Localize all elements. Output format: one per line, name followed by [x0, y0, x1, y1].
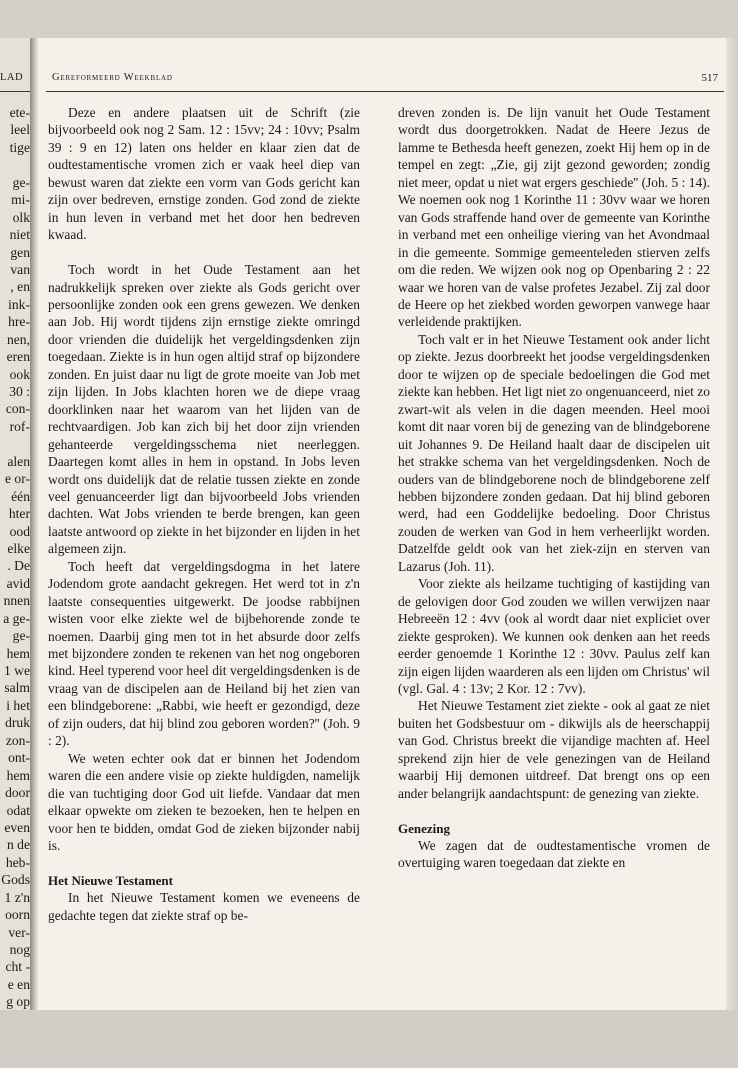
magazine-page [38, 38, 730, 1013]
left-page-fragment-line: leel [10, 122, 30, 138]
left-page-fragment-line: mi- [11, 192, 30, 208]
left-page-header-rule [0, 91, 31, 92]
left-page-fragment-line: één [11, 488, 30, 504]
left-page-fragment-line: ook [9, 366, 30, 382]
paragraph: We weten echter ook dat er binnen het Jodendom waren die een andere visie op ziekte huldigden, namelijk die van tuchtiging door God uit liefde. Vandaar dat men elkaar opwekte om zieken te bezoeken, hen te helpen en voor hen te bidden, omdat God de zieken bijzonder nabij is. [48, 750, 360, 854]
left-page-fragment-line: ver- [8, 924, 30, 940]
paragraph: Voor ziekte als heilzame tuchtiging of kastijding van de gelovigen door God zouden we willen verwijzen naar Hebreeën 12 : 4vv (ook al wordt daar niet expliciet over ziekte gesproken). We kunnen ook denken aan het reeds eerder genoemde 1 Korinthe 12 : 30vv. Paulus zelf kan zijn eigen lijden waarderen als een lijden om Christus' wil (vgl. Gal. 4 : 13v; 2 Kor. 12 : 7vv). [398, 576, 710, 696]
left-page-fragment-line: tige [9, 139, 30, 155]
scan-background-top [0, 0, 738, 40]
left-page-fragment-line: Gods [1, 872, 30, 888]
left-page-fragment-line [0, 435, 31, 452]
left-page-fragment-line: hem [6, 645, 30, 661]
paragraph-spacer [398, 802, 710, 819]
left-page-fragment-line: nog [9, 942, 30, 957]
paragraph: Deze en andere plaatsen uit de Schrift (zie bijvoorbeeld ook nog 2 Sam. 12 : 15vv; 24 : 10vv; Psalm 39 : 9 en 12) laten ons helder en klaar zien dat de oudtestamentische vromen zich er vaak heel diep van bewust waren dat ziekte een vorm van Gods gericht kan zijn over bedreven, ernstige zonden. God zond de ziekte in hun leven in verband met het door hen bedreven kwaad. [48, 105, 360, 243]
left-page-fragment-line: even [4, 819, 30, 835]
left-page-fragment-line: ete- [9, 105, 30, 120]
left-page-fragment-line: druk [5, 715, 30, 731]
left-page-text-fragments [0, 104, 31, 1028]
left-page-fragment-line: heb- [5, 854, 30, 870]
section-heading: Het Nieuwe Testament [48, 872, 173, 888]
left-page-fragment-line: avid [6, 575, 30, 591]
paragraph: We zagen dat de oudtestamentische vromen de overtuiging waren toegedaan dat ziekte en [398, 838, 710, 871]
paragraph-spacer [48, 244, 360, 261]
left-page-fragment-line: ge- [12, 628, 30, 644]
paragraph: dreven zonden is. De lijn vanuit het Oude Testament wordt dus doorgetrokken. Nadat de Heere Jezus de lamme te Bethesda heeft genezen, zoekt Hij hem op in de tempel en zegt: „Zie, gij zijt gezond geworden; zondig niet meer, opdat u niet wat ergers geschiede'' (Joh. 5 : 14). We noemen ook nog 1 Korinthe 11 : 30vv waar we horen van Gods straffende hand over de gemeente van Korinthe in verband met een onheilige viering van het Avondmaal in die gemeente. Sommige gemeenteleden stierven zelfs om die reden. We wijzen ook nog op Openbaring 2 : 22 waar we horen van de valse profetes Jezabel. Zij zal door de Heere op het ziekbed worden geworpen vanwege haar verleidende praktijken. [398, 105, 710, 330]
right-text-column [398, 104, 710, 872]
paragraph: Het Nieuwe Testament ziet ziekte - ook al gaat ze niet buiten het Godsbestuur om - dikwijls als de heerschappij van God. Christus breekt die vijandige machten af. Heel sprekend zijn hier de vele genezingen van de Heiland waarbij Hij demonen uitdreef. Dat brengt ons op een ander belangrijk aandachtspunt: de genezing van ziekte. [398, 698, 710, 801]
left-page-fragment-line: e en [7, 976, 30, 992]
left-page-fragment-line [0, 156, 31, 173]
header-rule [46, 91, 724, 92]
left-page-fragment-line: 1 z'n [4, 889, 30, 905]
left-page-fragment-line: con- [5, 401, 30, 417]
left-page-fragment-line: ge- [12, 174, 30, 190]
left-page-fragment-line: ood [9, 523, 30, 539]
left-page-fragment-line: hem [6, 767, 30, 783]
left-page-fragment-line: salm [4, 680, 30, 696]
left-page-fragment-line: nnen [3, 593, 30, 609]
left-page-fragment-line: a ge- [3, 610, 30, 626]
paragraph: Toch valt er in het Nieuwe Testament ook ander licht op ziekte. Jezus doorbreekt het joodse vergeldingsdenken door te wijzen op de speciale bedoelingen die God met ziekte kan hebben. Het ligt niet zo ongenuanceerd, niet zo zwart-wit als velen in die dagen meenden. Heel mooi komt dit naar voren bij de genezing van de blindgeborene uit Johannes 9. De Heiland haalt daar de discipelen uit het strakke schema van het vergeldingsdenken. Noch de ouders van de blindgeborene noch de blindgeborene zelf hebben bijzondere zonden gedaan. Dat hij blind geboren werd, had een Goddelijke bedoeling. Door Christus zouden de werken van God in hem verheerlijkt worden. Datzelfde geldt ook van het ziek-zijn en sterven van Lazarus (Joh. 11). [398, 331, 710, 574]
left-page-fragment-line: g op [6, 994, 30, 1010]
left-page-fragment-line: n de [6, 837, 30, 853]
left-page-fragment-line: niet [9, 227, 30, 243]
left-page-fragment-line: e or- [4, 471, 30, 487]
left-page-fragment-line: ont- [8, 750, 30, 766]
paragraph: Toch heeft dat vergeldingsdogma in het latere Jodendom grote aandacht gekregen. Het werd tot in z'n laatste consequenties uitgewerkt. De joodse rabbijnen wisten voor elke ziekte wel de bijbehorende zonde te noemen. Daarbij ging men tot in het absurde door zelfs met bijzondere zonden te rekenen van het nog ongeboren kind. Heel typerend voor heel dit vergeldingsdenken is de vraag van de discipelen aan de Heiland bij het zien van een blindgeborene: „Rabbi, wie heeft er gezondigd, deze of zijn ouders, dat hij blind zou geboren worden?'' (Joh. 9 : 2). [48, 558, 360, 749]
running-header-title: Gereformeerd Weekblad [52, 72, 173, 83]
left-page-fragment-line: cht - [5, 959, 30, 975]
left-page-fragment-line: rof- [9, 418, 30, 434]
left-page-fragment-line: odat [6, 802, 30, 818]
left-page-fragment-line: 1 we [3, 663, 30, 678]
scan-background-bottom [0, 1010, 738, 1068]
paragraph-spacer [48, 854, 360, 871]
left-page-fragment-line: i het [6, 697, 30, 713]
left-page-fragment-line: van [10, 261, 30, 277]
page-number: 517 [701, 72, 718, 84]
paragraph: Toch wordt in het Oude Testament aan het nadrukkelijk spreken over ziekte als Gods gericht over persoonlijke zonden ook een grens gewezen. We denken aan Job. Hij wordt tijdens zijn ernstige ziekte omringd door vrienden die duidelijk het vergeldingsdenken zijn toegedaan. Ziekte is in hun ogen altijd straf op bijzondere zonden. En juist daar nu ligt de grote moeite van Job met zijn lijden. In Jobs klachten horen we de diepe vraag doorklinken naar het waarom van het lijden van de rechtvaardigen. Job kan zich bij het door zijn vrienden gehanteerde vergeldingsschema niet neerleggen. Daartegen komt alles in hem in opstand. In Jobs leven wordt ons duidelijk dat de relatie tussen ziekte en zonde veel genuanceerder ligt dan bijvoorbeeld Jobs vrienden dachten. Wat Jobs vrienden te berde brengen, kan geen laatste antwoord op ziekte in het bijzonder en lijden in het algemeen zijn. [48, 262, 360, 557]
book-spine [30, 38, 38, 1013]
left-page-header-fragment: LAD [0, 72, 24, 83]
left-page-fragment-line: nen, [6, 331, 30, 347]
left-page-fragment-line: alen [7, 453, 30, 469]
left-page-fragment-line: zon- [5, 732, 30, 748]
left-text-column [48, 104, 360, 924]
left-page-fragment-line: door [5, 785, 30, 801]
left-page-fragment-line: gen [10, 244, 30, 260]
section-heading: Genezing [398, 820, 450, 836]
left-page-fragment-line: . De [7, 558, 30, 574]
page-edge-shadow [726, 38, 738, 1013]
left-page-fragment-line: , en [10, 279, 30, 295]
left-page-fragment-line: eren [6, 349, 30, 365]
left-page-fragment-line: ink- [8, 296, 30, 312]
left-page-fragment-line: 30 : [9, 384, 30, 399]
paragraph: In het Nieuwe Testament komen we eveneens de gedachte tegen dat ziekte straf op be- [48, 890, 360, 923]
left-page-fragment-line: oorn [5, 907, 30, 923]
left-page-fragment-line: olk [12, 209, 30, 225]
left-page-fragment-line: hter [8, 506, 30, 522]
left-page-fragment-line: elke [7, 540, 30, 556]
left-page-fragment-line: hre- [8, 314, 30, 330]
left-page-fragment [0, 38, 31, 1013]
